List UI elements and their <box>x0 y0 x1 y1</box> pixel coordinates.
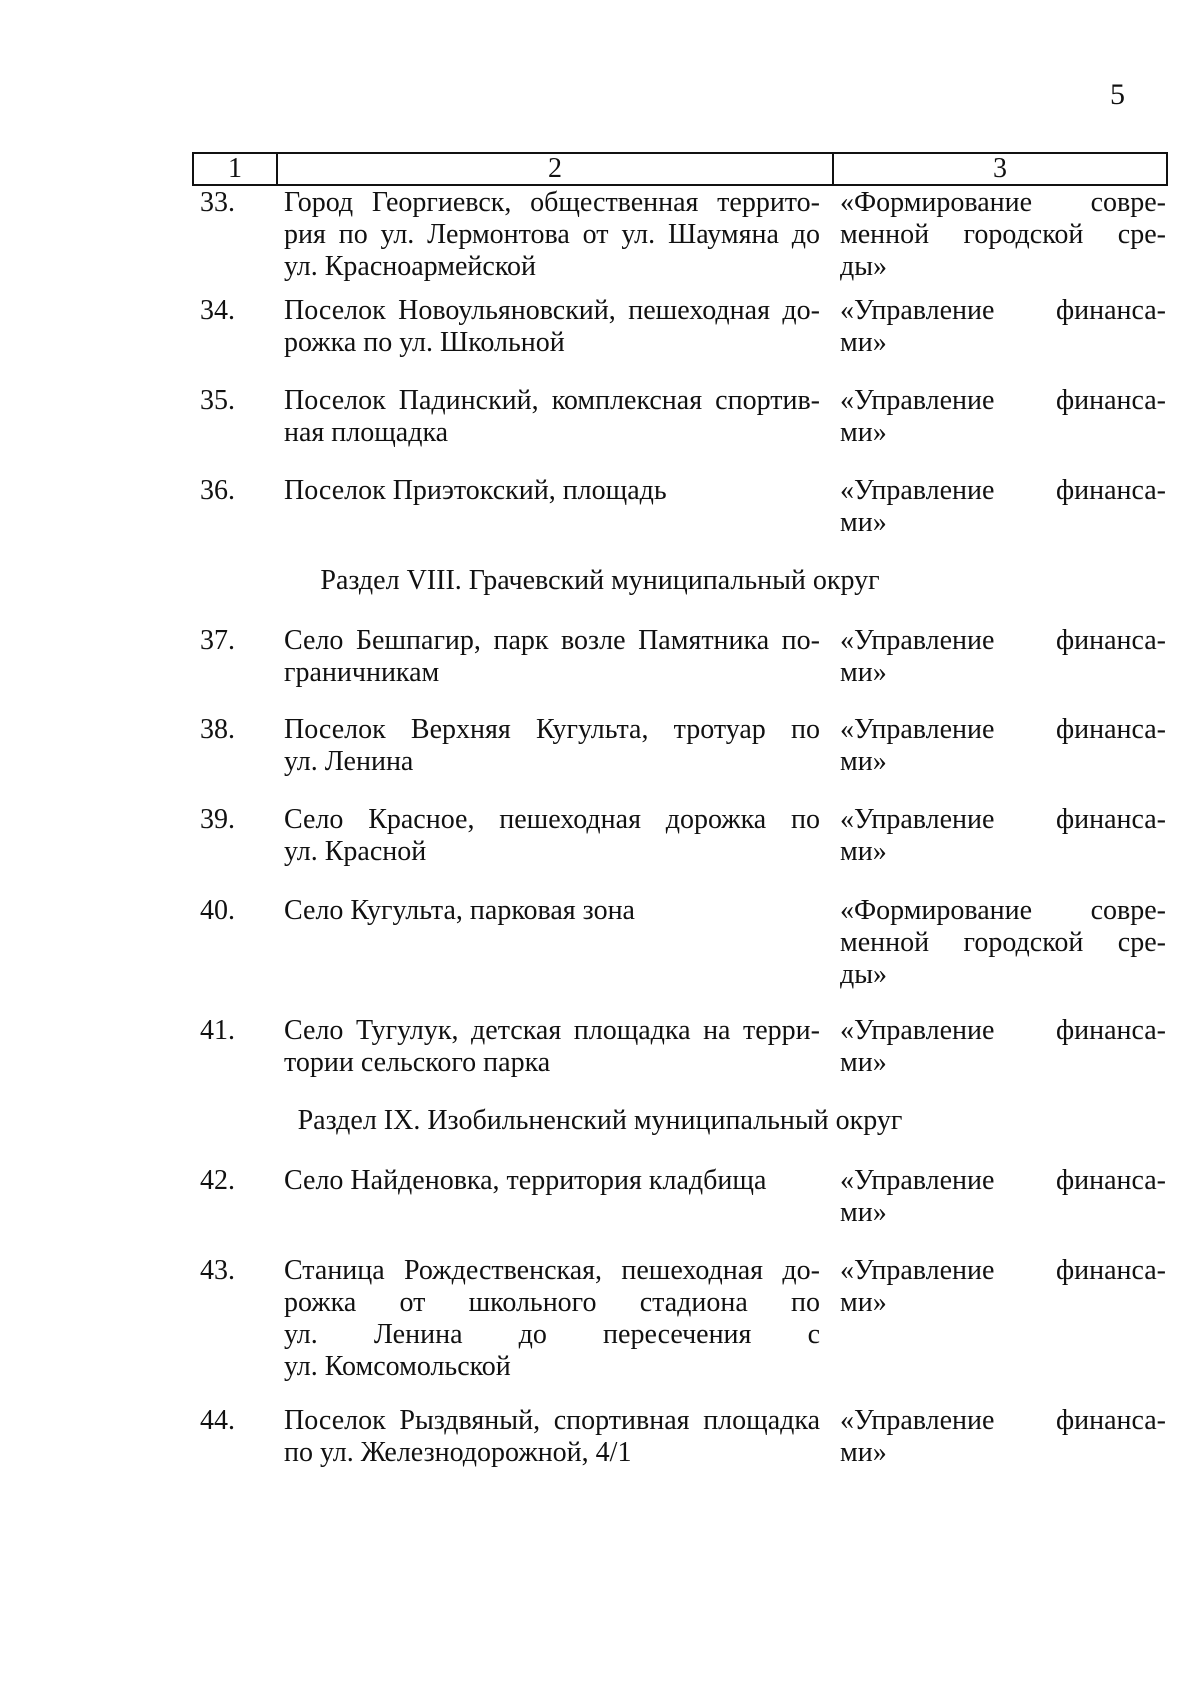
row-program: «Управление финанса- ми» <box>840 804 1166 867</box>
row-number: 37. <box>200 625 235 656</box>
row-program: «Управление финанса- ми» <box>840 1015 1166 1078</box>
table-row <box>200 295 1166 359</box>
page-number: 5 <box>1110 78 1125 111</box>
section-heading: Раздел IX. Изобильненский муниципальный округ <box>297 1105 903 1136</box>
row-place: Город Георгиевск, общественная террито- рия по ул. Лермонтова от ул. Шаумяна до ул. Красноармейской <box>284 187 820 282</box>
table-row <box>200 187 1166 283</box>
row-program: «Формирование совре- менной городской сре- ды» <box>840 187 1166 282</box>
row-place: Село Найденовка, территория кладбища <box>284 1165 767 1196</box>
section-heading: Раздел VIII. Грачевский муниципальный округ <box>320 565 880 596</box>
row-number: 41. <box>200 1015 235 1046</box>
row-place: Поселок Рыздвяный, спортивная площадка по ул. Железнодорожной, 4/1 <box>284 1405 820 1468</box>
table-row <box>200 1015 1166 1079</box>
row-number: 43. <box>200 1255 235 1286</box>
row-number: 42. <box>200 1165 235 1196</box>
table-row <box>200 475 1166 539</box>
row-program: «Управление финанса- ми» <box>840 475 1166 538</box>
row-program: «Управление финанса- ми» <box>840 385 1166 448</box>
row-number: 38. <box>200 714 235 745</box>
row-number: 34. <box>200 295 235 326</box>
row-number: 35. <box>200 385 235 416</box>
row-place: Поселок Приэтокский, площадь <box>284 475 667 506</box>
table-row <box>200 895 1166 991</box>
row-number: 36. <box>200 475 235 506</box>
table-row <box>200 804 1166 868</box>
row-place: Поселок Верхняя Кугульта, тротуар по ул. Ленина <box>284 714 820 777</box>
header-col-1: 1 <box>194 154 278 184</box>
row-place: Станица Рождественская, пешеходная до- рожка от школьного стадиона по ул. Ленина до пересечения с ул. Комсомольской <box>284 1255 820 1382</box>
table-header <box>192 152 1168 186</box>
row-program: «Управление финанса- ми» <box>840 625 1166 688</box>
row-number: 44. <box>200 1405 235 1436</box>
row-program: «Управление финанса- ми» <box>840 1165 1166 1228</box>
row-program: «Управление финанса- ми» <box>840 1255 1166 1318</box>
row-program: «Формирование совре- менной городской сре- ды» <box>840 895 1166 990</box>
row-place: Село Кугульта, парковая зона <box>284 895 635 926</box>
row-place: Село Тугулук, детская площадка на терри- тории сельского парка <box>284 1015 820 1078</box>
table-row <box>200 1405 1166 1469</box>
row-number: 33. <box>200 187 235 218</box>
row-place: Поселок Падинский, комплексная спортив- ная площадка <box>284 385 820 448</box>
row-program: «Управление финанса- ми» <box>840 714 1166 777</box>
table-row <box>200 385 1166 449</box>
row-place: Село Бешпагир, парк возле Памятника по- граничникам <box>284 625 820 688</box>
table-row <box>200 1255 1166 1383</box>
row-place: Село Красное, пешеходная дорожка по ул. Красной <box>284 804 820 867</box>
row-place: Поселок Новоульяновский, пешеходная до- рожка по ул. Школьной <box>284 295 820 358</box>
header-col-3: 3 <box>993 153 1007 184</box>
table-row <box>200 714 1166 778</box>
row-program: «Управление финанса- ми» <box>840 295 1166 358</box>
row-number: 39. <box>200 804 235 835</box>
table-row <box>200 1165 1166 1229</box>
row-number: 40. <box>200 895 235 926</box>
header-col-2: 2 <box>278 154 834 184</box>
table-row <box>200 625 1166 689</box>
row-program: «Управление финанса- ми» <box>840 1405 1166 1468</box>
